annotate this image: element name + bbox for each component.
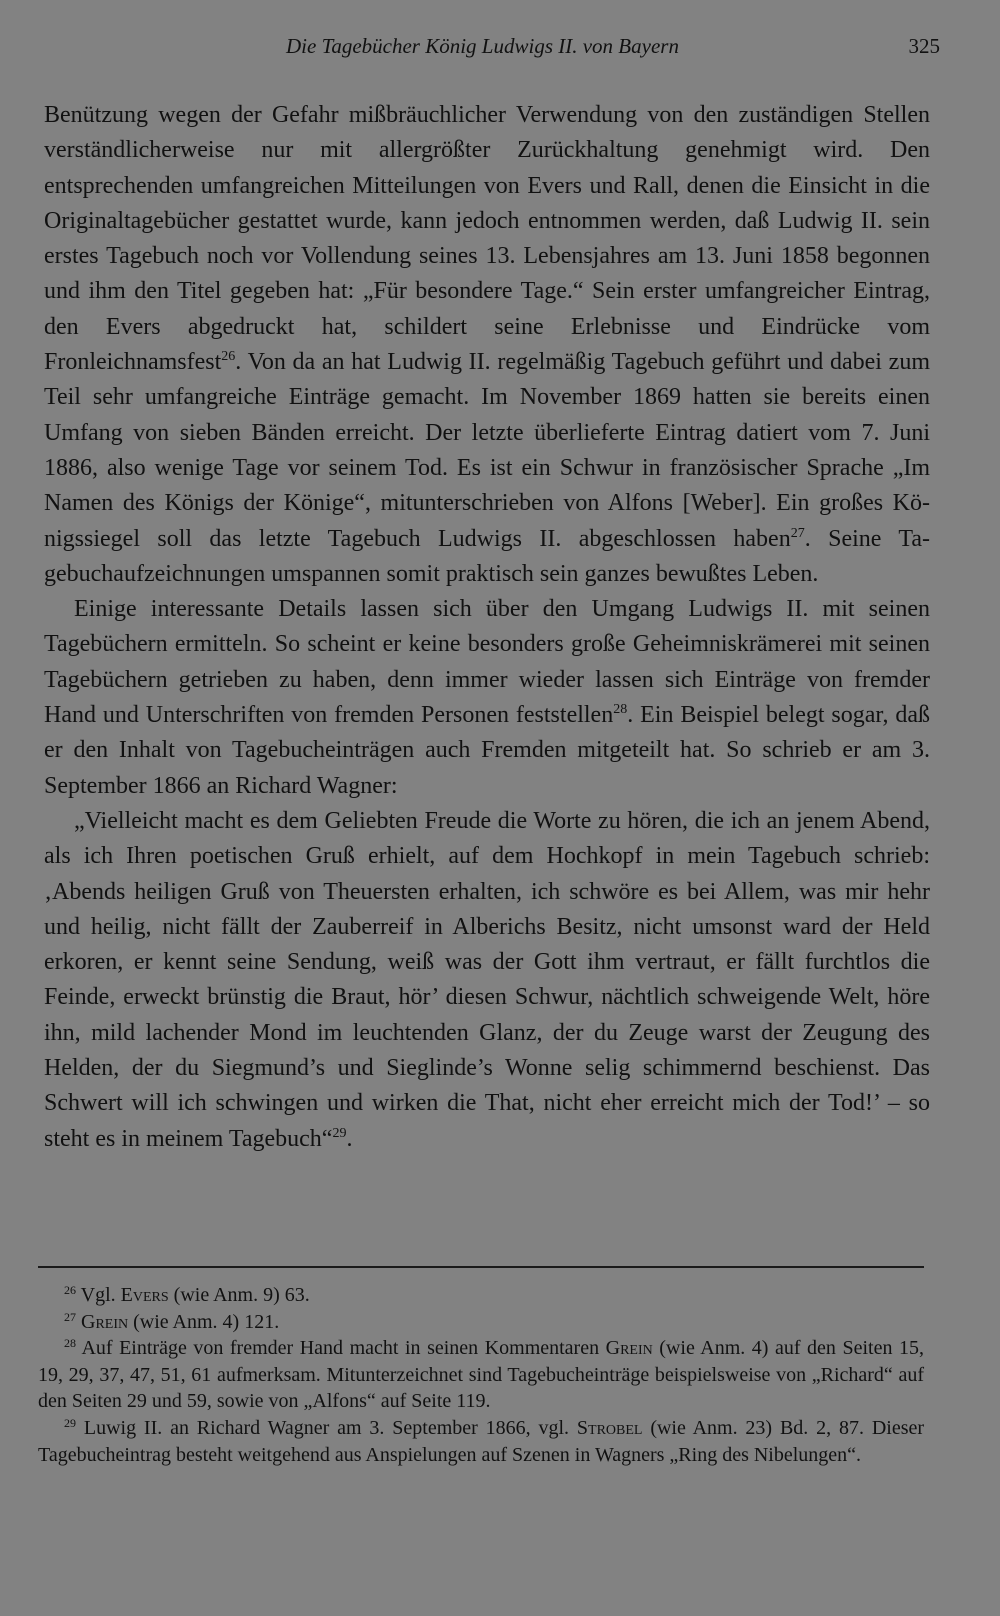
footnote-author: Evers	[120, 1284, 169, 1306]
footnote-ref-29: 29	[332, 1125, 347, 1141]
paragraph-text: . Seine Tagebuchaufzeichnungen umspannen somit praktisch sein ganzes bewußtes Leben.	[44, 525, 930, 587]
footnote-text: Luwig II. an Richard Wagner am 3. September 1866, vgl.	[83, 1416, 577, 1439]
paragraph-text: Benützung wegen der Gefahr mißbräuchlicher Verwendung von den zuständigen Stellen verständlicherweise nur mit allergrößter Zurückhaltung genehmigt wird. Den entsprechenden umfangreichen Mitteilungen von Evers und Rall, denen die Einsicht in die Originaltagebücher gestattet wurde, kann jedoch entnommen werden, daß Ludwig II. sein erstes Tagebuch noch vor Vollendung seines 13. Lebensjahres am 13. Juni 1858 begonnen und ihm den Titel gegeben hat: „Für besondere Tage.“ Sein erster umfangreicher Eintrag, den Evers abgedruckt hat, schildert seine Erlebnisse und Eindrücke vom Fronleichnamsfest	[44, 102, 930, 376]
footnotes	[38, 1282, 924, 1468]
quote-text: „Vielleicht macht es dem Geliebten Freude die Worte zu hören, die ich an jenem Abend, als ich Ihren poetischen Gruß erhielt, auf dem Hochkopf in mein Tagebuch schrieb: ‚Abends heiligen Gruß von Theuersten erhalten, ich schwöre es bei Allem, was mir hehr und heilig, nicht fällt der Zauberreif in Alberichs Besitz, nicht umsonst ward der Held erkoren, er kennt seine Sendung, weiß was der Gott ihm vertraut, er fällt furchtlos die Feinde, erweckt brünstig die Braut, hör’ diesen Schwur, nächtlich schweigende Welt, höre ihn, mild lachender Mond im leuchtenden Glanz, der du Zeuge warst der Zeugung des Helden, der du Siegmund’s und Sieglinde’s Wonne selig schimmernd beschienst. Das Schwert will ich schwingen und wirken die That, nicht eher erreicht mich der Tod!’ – so steht es in meinem Tagebuch“	[44, 807, 930, 1152]
paragraph-text: . Von da an hat Ludwig II. regelmäßig Tagebuch geführt und dabei zum Teil sehr umfangreiche Einträge gemacht. Im November 1869 hatten sie bereits einen Umfang von sieben Bänden erreicht. Der letzte überlieferte Eintrag datiert vom 7. Juni 1886, also wenige Tage vor seinem Tod. Es ist ein Schwur in französischer Sprache „Im Namen des Königs der Könige“, mitunterschrieben von Alfons [Weber]. Ein großes Königssiegel soll das letzte Tagebuch Ludwigs II. abgeschlossen haben	[44, 349, 930, 552]
footnote-text: (wie Anm. 4) auf den Seiten 15, 19, 29, 37, 47, 51, 61 aufmerksam. Mitunterzeichnet sind Tagebucheinträge beispielsweise von „Richard“ auf den Seiten 29 und 59, sowie von „Alfons“ auf Seite 119.	[38, 1337, 924, 1413]
paragraph-1	[44, 98, 930, 592]
footnote-27	[38, 1309, 924, 1336]
main-text	[44, 98, 930, 1157]
footnote-number: 26	[64, 1283, 76, 1297]
footnote-number: 28	[64, 1336, 76, 1351]
footnote-author: Strobel	[576, 1416, 643, 1439]
paragraph-text: . Ein Beispiel belegt sogar, daß er den Inhalt von Tagebucheinträgen auch Fremden mitgeteilt hat. So schrieb er am 3. September 1866 an Richard Wagner:	[44, 702, 930, 799]
footnote-text: Vgl.	[80, 1284, 121, 1306]
footnote-ref-27: 27	[790, 525, 805, 541]
running-title: Die Tagebücher König Ludwigs II. von Bayern	[286, 34, 679, 58]
footnote-text: Auf Einträge von fremder Hand macht in seinen Kommentaren	[81, 1337, 606, 1360]
running-head	[38, 30, 940, 66]
footnote-number: 29	[64, 1415, 76, 1430]
footnote-text: (wie Anm. 9) 63.	[168, 1284, 310, 1306]
footnote-text: (wie Anm. 4) 121.	[128, 1310, 280, 1333]
block-quote	[44, 804, 930, 1157]
footnote-text: (wie Anm. 23) Bd. 2, 87. Dieser Tagebucheintrag besteht weitgehend aus Anspielungen auf Szenen in Wagners „Ring des Nibelungen“.	[38, 1416, 925, 1466]
footnote-author: Grein	[605, 1337, 653, 1360]
footnote-author: Grein	[81, 1310, 129, 1333]
footnote-26	[38, 1282, 924, 1309]
footnote-28	[38, 1335, 924, 1415]
paragraph-2	[44, 592, 930, 804]
footnote-number: 27	[64, 1309, 76, 1324]
footnote-ref-28: 28	[613, 702, 628, 718]
footnote-29	[38, 1415, 924, 1468]
paragraph-text: Einige interessante Details lassen sich über den Umgang Ludwigs II. mit seinen Tagebüchern ermitteln. So scheint er keine besonders große Geheimniskrämerei mit seinen Tagebüchern getrieben zu haben, denn immer wieder lassen sich Einträge von fremder Hand und Unterschriften von fremden Personen feststellen	[44, 596, 930, 729]
footnote-rule	[38, 1266, 924, 1268]
page-number: 325	[908, 34, 940, 58]
footnote-ref-26: 26	[221, 349, 236, 365]
quote-text: .	[346, 1125, 353, 1152]
